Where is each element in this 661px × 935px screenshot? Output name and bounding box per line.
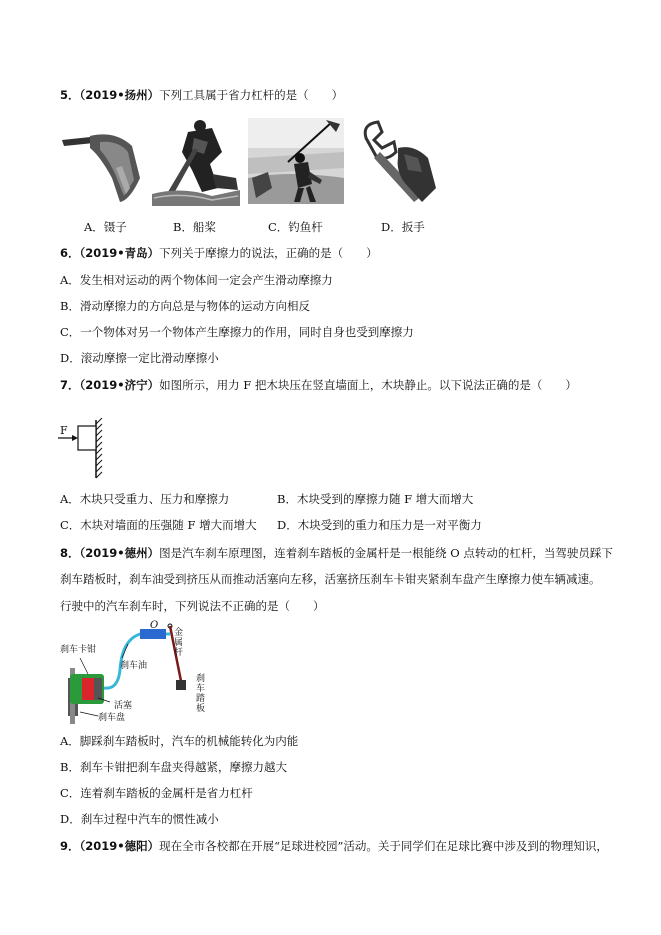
- fishing-rod-photo: [248, 118, 344, 204]
- brake-diagram: [58, 620, 218, 726]
- brake-disc-label: 刹车盘: [98, 713, 126, 723]
- q5-option-c: C．钓鱼杆: [268, 220, 323, 234]
- question-6-stem: 6．（2019•青岛）下列关于摩擦力的说法，正确的是（ ）: [60, 246, 378, 260]
- q8-option-d: D．刹车过程中汽车的惯性减小: [60, 812, 219, 826]
- pivot-o-label: O: [150, 620, 159, 631]
- piston-label: 活塞: [114, 701, 133, 711]
- question-8-stem-line2: 刹车踏板时，刹车油受到挤压从而推动活塞向左移，活塞挤压刹车卡钳夹紧刹车盘产生摩擦力使车辆减速。: [60, 572, 601, 586]
- brake-oil-label: 刹车油: [120, 661, 148, 671]
- q7-option-b: B．木块受到的摩擦力随 F 增大而增大: [277, 492, 474, 506]
- q7-option-c: C．木块对墙面的压强随 F 增大而增大: [60, 518, 257, 532]
- question-7-stem: 7．（2019•济宁）如图所示，用力 F 把木块压在竖直墙面上，木块静止。以下说法正确的是（ ）: [60, 378, 577, 392]
- q5-option-d: D．扳手: [381, 220, 425, 234]
- block-wall-figure: [58, 418, 112, 480]
- metal-rod-label: 金 属 杆: [174, 628, 184, 658]
- tweezers-photo: [60, 118, 148, 204]
- question-5-stem: 5．（2019•扬州）下列工具属于省力杠杆的是（ ）: [60, 88, 344, 102]
- caliper-label: 刹车卡钳: [60, 645, 97, 655]
- question-8-stem-line3: 行驶中的汽车刹车时，下列说法不正确的是（ ）: [60, 599, 325, 613]
- q8-option-a: A．脚踩刹车踏板时，汽车的机械能转化为内能: [60, 734, 299, 748]
- q5-option-a: A．镊子: [84, 220, 127, 234]
- question-9-stem: 9．（2019•德阳）现在全市各校都在开展“足球进校园”活动。关于同学们在足球比赛中涉及到的物理知识，: [60, 839, 608, 853]
- q6-option-d: D．滚动摩擦一定比滑动摩擦小: [60, 351, 219, 365]
- q6-option-a: A．发生相对运动的两个物体间一定会产生滑动摩擦力: [60, 273, 333, 287]
- question-8-stem-line1: 8．（2019•德州）图是汽车刹车原理图，连着刹车踏板的金属杆是一根能绕 O 点转动的杠杆，当驾驶员踩下: [60, 546, 613, 560]
- q8-option-b: B．刹车卡钳把刹车盘夹得越紧，摩擦力越大: [60, 760, 287, 774]
- wrench-photo: [352, 118, 438, 204]
- q6-option-c: C．一个物体对另一个物体产生摩擦力的作用，同时自身也受到摩擦力: [60, 325, 414, 339]
- q7-option-a: A．木块只受重力、压力和摩擦力: [60, 492, 230, 506]
- oar-photo: [152, 118, 242, 206]
- force-label: F: [60, 424, 68, 437]
- q6-option-b: B．滑动摩擦力的方向总是与物体的运动方向相反: [60, 299, 310, 313]
- q8-option-c: C．连着刹车踏板的金属杆是省力杠杆: [60, 786, 253, 800]
- q7-option-d: D．木块受到的重力和压力是一对平衡力: [277, 518, 482, 532]
- brake-pedal-label: 刹 车 踏 板: [196, 674, 206, 714]
- q5-option-b: B．船桨: [173, 220, 216, 234]
